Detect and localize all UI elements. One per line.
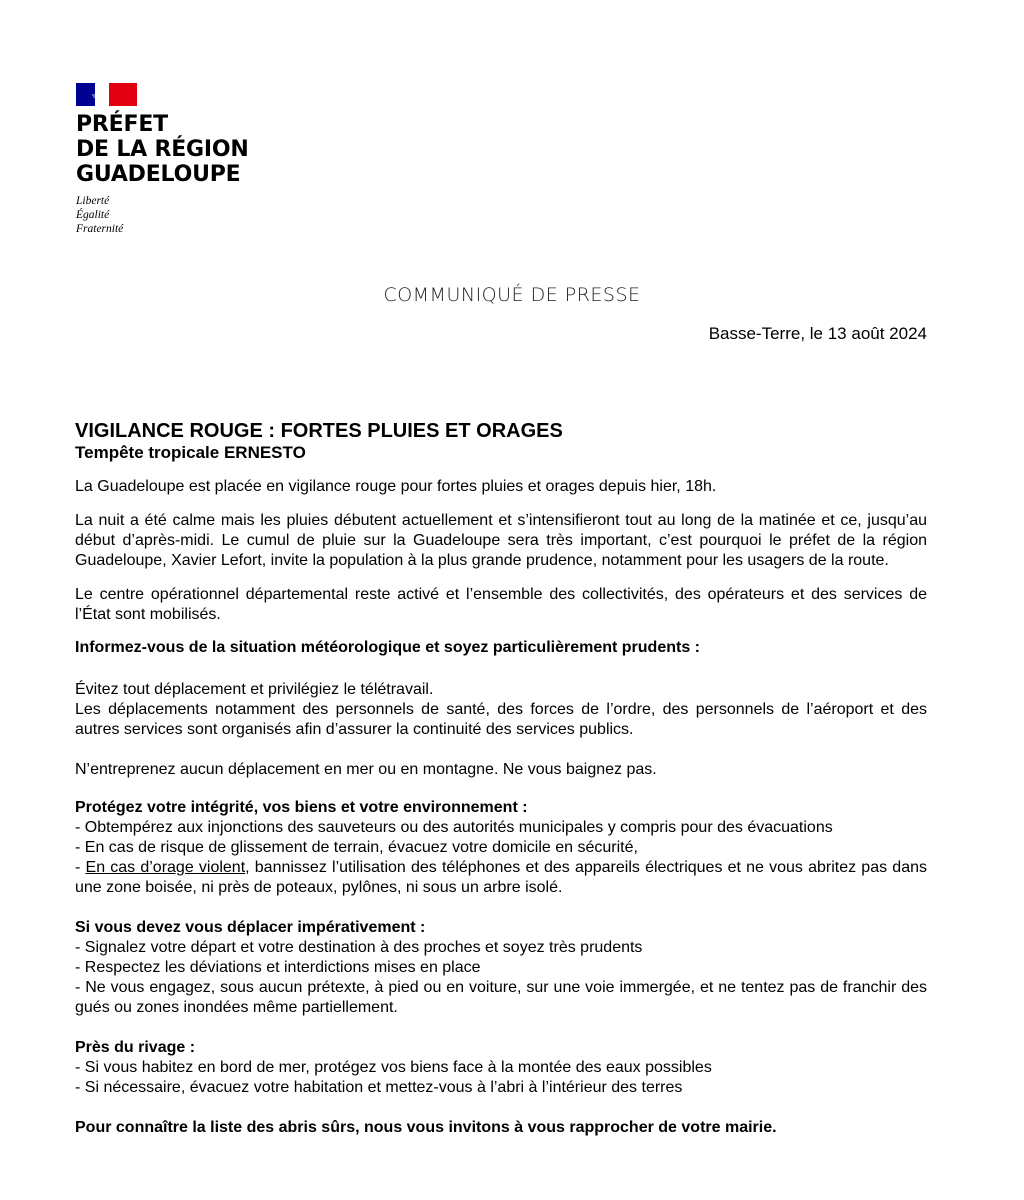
travel-item: - Signalez votre départ et votre destination à des proches et soyez très prudents xyxy=(75,939,643,956)
org-line-1: PRÉFET xyxy=(76,112,168,137)
storm-warning-underlined: En cas d’orage violent xyxy=(85,859,246,876)
paragraph-vigilance: La Guadeloupe est placée en vigilance rouge pour fortes pluies et orages depuis hier, 18h. xyxy=(75,478,717,495)
marianne-icon xyxy=(89,86,119,104)
protect-item-rest: , bannissez l’utilisation des téléphones et des appareils électriques et ne vous abritez pas dans une zone boisée, ni près de poteaux, pylônes, ni sous un arbre isolé. xyxy=(75,859,927,896)
paragraph-situation: La nuit a été calme mais les pluies débutent actuellement et s’intensifieront tout au long de la matinée et ce, jusqu’au début d’après-midi. Le cumul de pluie sur la Guadeloupe sera très important, c’est pourquoi le préfet de la région Guadeloupe, Xavier Lefort, invite la population à la plus grande prudence, notamment pour les usagers de la route. xyxy=(75,512,927,569)
inform-line-telework: Évitez tout déplacement et privilégiez le télétravail. xyxy=(75,681,434,698)
motto-liberte: Liberté xyxy=(76,195,110,207)
closing-note: Pour connaître la liste des abris sûrs, nous vous invitons à vous rapprocher de votre mairie. xyxy=(75,1119,777,1136)
shore-item: - Si nécessaire, évacuez votre habitation et mettez-vous à l’abri à l’intérieur des terres xyxy=(75,1079,683,1096)
release-subtitle: Tempête tropicale ERNESTO xyxy=(75,443,306,462)
paragraph-cod: Le centre opérationnel départemental reste activé et l’ensemble des collectivités, des opérateurs et des services de l’État sont mobilisés. xyxy=(75,586,927,623)
motto-egalite: Égalité xyxy=(76,209,110,221)
org-line-3: GUADELOUPE xyxy=(76,162,241,187)
inform-line-sea: N’entreprenez aucun déplacement en mer ou en montagne. Ne vous baignez pas. xyxy=(75,761,657,778)
protect-item: - En cas de risque de glissement de terrain, évacuez votre domicile en sécurité, xyxy=(75,839,638,856)
release-title: VIGILANCE ROUGE : FORTES PLUIES ET ORAGES xyxy=(75,420,563,442)
shore-heading: Près du rivage : xyxy=(75,1039,196,1056)
release-body xyxy=(75,420,927,1138)
document-type: COMMUNIQUÉ DE PRESSE xyxy=(383,284,641,306)
inform-heading: Informez-vous de la situation météorologique et soyez particulièrement prudents : xyxy=(75,639,700,656)
release-date: Basse-Terre, le 13 août 2024 xyxy=(708,324,927,343)
protect-item: - Obtempérez aux injonctions des sauveteurs ou des autorités municipales y compris pour des évacuations xyxy=(75,819,833,836)
motto-fraternite: Fraternité xyxy=(76,223,124,235)
protect-item-storm xyxy=(75,858,927,898)
protect-item-prefix: - xyxy=(75,859,86,876)
prefecture-logo xyxy=(76,83,249,236)
travel-item: - Ne vous engagez, sous aucun prétexte, à pied ou en voiture, sur une voie immergée, et ne tentez pas de franchir des gués ou zones inondées même partiellement. xyxy=(75,979,927,1016)
org-line-2: DE LA RÉGION xyxy=(76,137,249,162)
inform-line-services: Les déplacements notamment des personnels de santé, des forces de l’ordre, des personnels de l’aéroport et des autres services sont organisés afin d’assurer la continuité des services publics. xyxy=(75,701,927,738)
travel-item: - Respectez les déviations et interdictions mises en place xyxy=(75,959,481,976)
prefecture-name xyxy=(76,112,249,187)
protect-heading: Protégez votre intégrité, vos biens et votre environnement : xyxy=(75,799,528,816)
shore-item: - Si vous habitez en bord de mer, protégez vos biens face à la montée des eaux possibles xyxy=(75,1059,712,1076)
republic-motto xyxy=(76,194,249,236)
travel-heading: Si vous devez vous déplacer impérativement : xyxy=(75,919,426,936)
